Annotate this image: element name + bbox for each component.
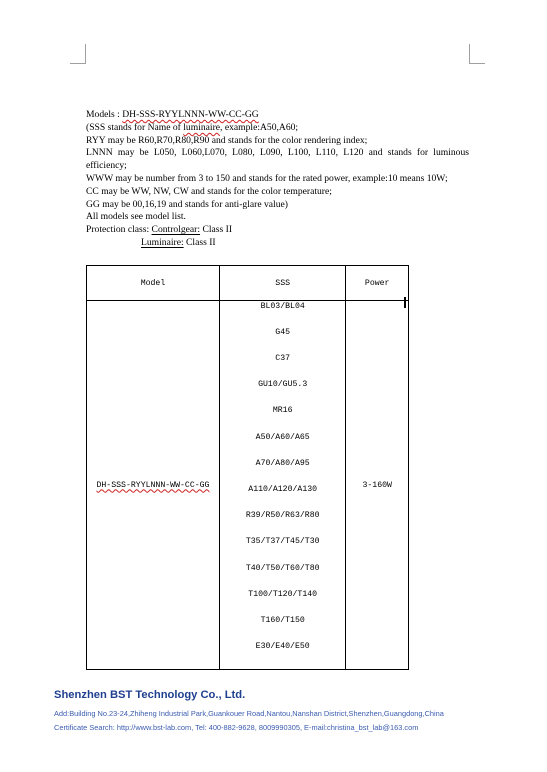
sss-item: R39/R50/R63/R80 xyxy=(245,511,320,521)
crop-mark-right-horizontal xyxy=(469,63,485,64)
sss-item: T35/T37/T45/T30 xyxy=(245,537,320,547)
cc-line: CC may be WW, NW, CW and stands for the color temperature; xyxy=(86,185,332,197)
www-line: WWW may be number from 3 to 150 and stands for the rated power, example:10 means 10W; xyxy=(86,172,448,184)
sss-item: MR16 xyxy=(272,406,293,416)
crop-mark-left-horizontal xyxy=(70,63,86,64)
header-power: Power xyxy=(346,266,409,301)
power-cell: 3-160W xyxy=(346,301,409,670)
text-cursor xyxy=(404,297,406,308)
sss-item: A70/A80/A95 xyxy=(255,458,310,468)
certificate-search: Certificate Search: http://www.bst-lab.com, Tel: 400-882-9628, 8009990305, E-mail:christina_bst_lab@163.com xyxy=(54,723,419,732)
table-row xyxy=(87,301,409,670)
sss-list xyxy=(220,302,345,669)
sss-item: A110/A120/A130 xyxy=(248,485,318,494)
model-list-table xyxy=(86,265,409,670)
models-line: Models : DH-SSS-RYYLNNN-WW-CC-GG xyxy=(86,109,259,120)
sss-item: T160/T150 xyxy=(260,615,305,625)
gg-line: GG may be 00,16,19 and stands for anti-glare value) xyxy=(86,198,288,210)
table-header-row xyxy=(87,266,409,301)
footer xyxy=(54,689,494,732)
protection-class-line: Protection class: Controlgear: Class II xyxy=(86,224,233,236)
sss-item: E30/E40/E50 xyxy=(255,642,310,652)
sss-item: C37 xyxy=(275,354,291,364)
header-sss: SSS xyxy=(219,266,345,301)
model-cell: DH-SSS-RYYLNNN-WW-CC-GG xyxy=(87,301,220,670)
crop-mark-left-vertical xyxy=(85,44,86,63)
sss-item: G45 xyxy=(275,327,291,337)
lnnn-line: LNNN may be L050, L060,L070, L080, L090, L100, L110, L120 and stands for luminous efficiency; xyxy=(86,147,469,172)
all-models-line: All models see model list. xyxy=(86,211,186,223)
sss-item: GU10/GU5.3 xyxy=(258,380,308,390)
sss-line: (SSS stands for Name of luminaire, example:A50,A60; xyxy=(86,121,299,133)
luminaire-class-line: Luminaire: Class II xyxy=(141,236,216,248)
model-code: DH-SSS-RYYLNNN-WW-CC-GG xyxy=(122,109,259,120)
sss-cell xyxy=(219,301,345,670)
model-description xyxy=(86,109,469,250)
crop-mark-right-vertical xyxy=(469,44,470,63)
sss-item: A50/A60/A65 xyxy=(255,432,310,442)
sss-item: T100/T120/T140 xyxy=(248,589,318,599)
company-address: Add:Building No.23-24,Zhiheng Industrial Park,Guankouer Road,Nantou,Nanshan District,Shenzhen,Guangdong,China xyxy=(54,709,444,718)
company-name: Shenzhen BST Technology Co., Ltd. xyxy=(54,689,246,701)
sss-item: BL03/BL04 xyxy=(260,301,305,311)
header-model: Model xyxy=(87,266,220,301)
ryy-line: RYY may be R60,R70,R80,R90 and stands for the color rendering index; xyxy=(86,134,368,146)
sss-item: T40/T50/T60/T80 xyxy=(245,563,320,573)
